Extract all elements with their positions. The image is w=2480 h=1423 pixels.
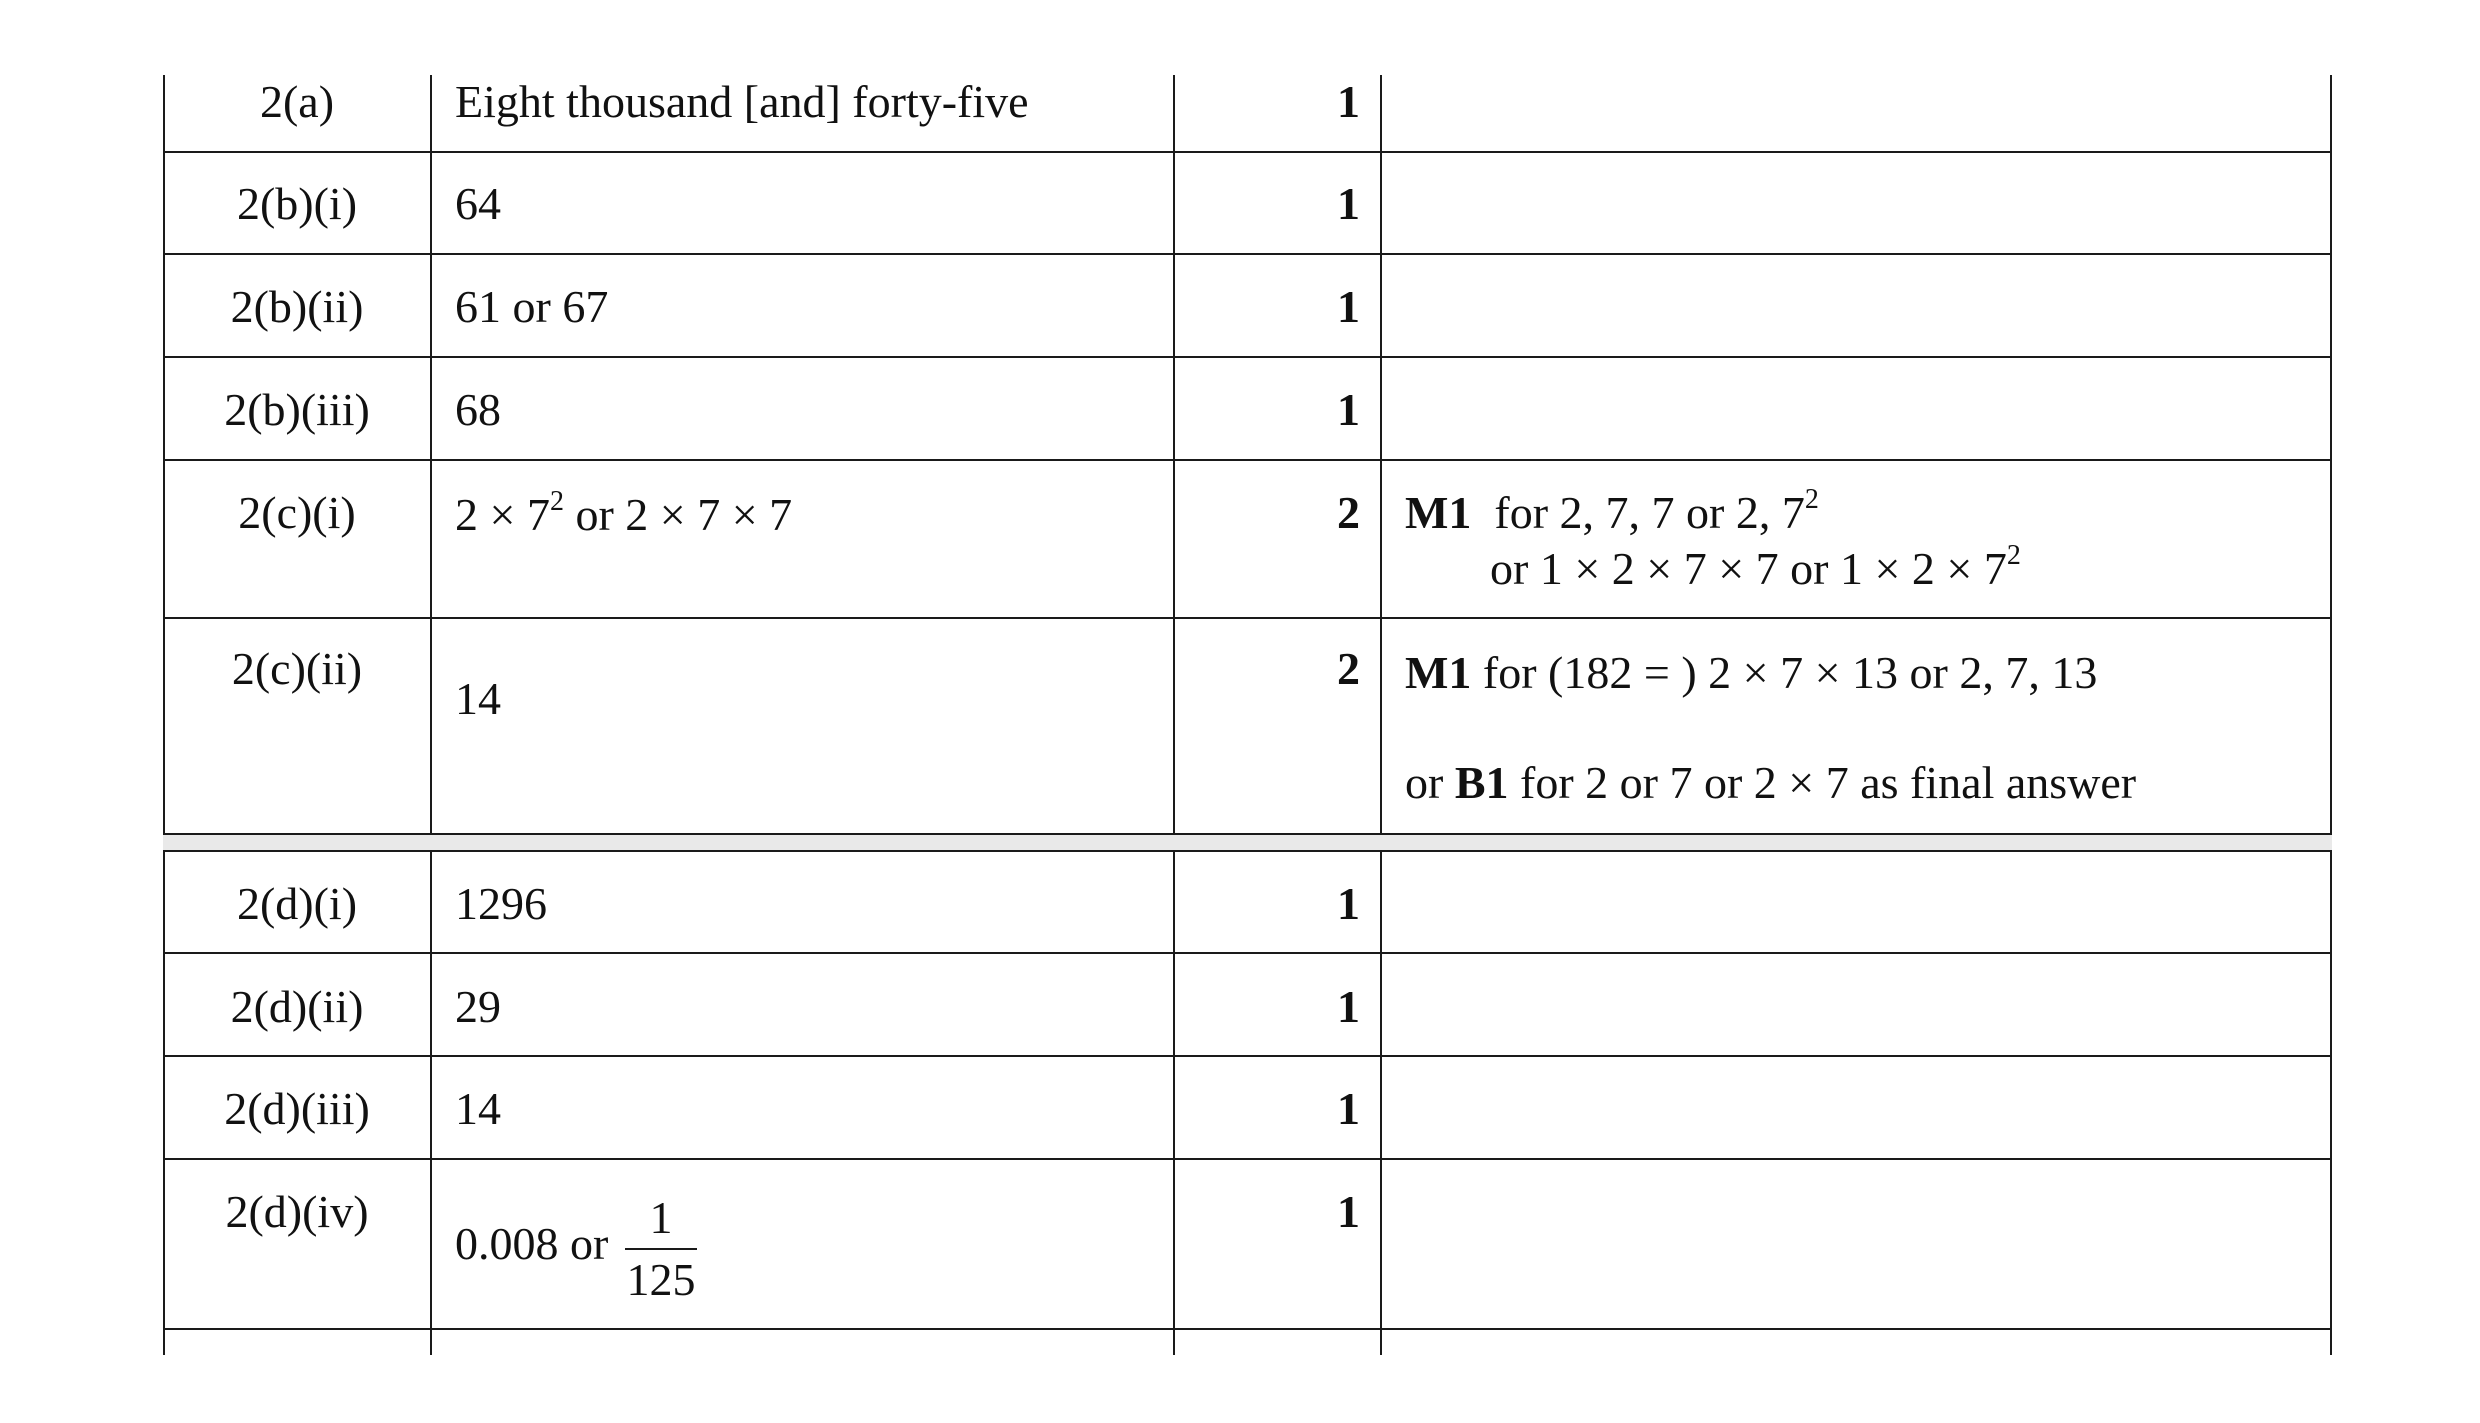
table-border-left (163, 75, 165, 1355)
marks-value: 2 (1337, 487, 1360, 538)
answer-text: 29 (455, 981, 501, 1032)
row-divider (163, 151, 2332, 153)
column-divider-marks (1173, 75, 1175, 1355)
table-border-right (2330, 75, 2332, 1355)
answer-fraction (625, 1190, 697, 1308)
guidance-part: for 2 or 7 or 2 × 7 as final answer (1508, 757, 2137, 808)
question-number: 2(a) (259, 76, 335, 127)
row-divider (163, 253, 2332, 255)
method-mark-label: M1 (1405, 647, 1472, 698)
marks-value: 1 (1337, 281, 1360, 332)
guidance-part: or 1 × 2 × 7 × 7 or 1 × 2 × 7 (1490, 543, 2007, 594)
marks-value: 1 (1337, 384, 1360, 435)
answer-text: 1296 (455, 878, 547, 929)
page-break-band (163, 835, 2332, 850)
marks-value: 1 (1337, 981, 1360, 1032)
guidance-exponent: 2 (2006, 540, 2021, 571)
question-number: 2(c)(i) (238, 487, 356, 538)
row-divider (163, 1328, 2332, 1330)
question-number: 2(d)(ii) (230, 981, 364, 1032)
marks-value: 2 (1337, 643, 1360, 694)
answer-text: 61 or 67 (455, 281, 609, 332)
question-number: 2(d)(i) (236, 878, 358, 929)
row-divider (163, 356, 2332, 358)
row-divider (163, 459, 2332, 461)
guidance-part: or (1405, 757, 1455, 808)
marks-value: 1 (1337, 178, 1360, 229)
guidance-text (1490, 541, 2390, 597)
answer-text: 14 (455, 1083, 501, 1134)
question-number: 2(b)(ii) (230, 281, 364, 332)
answer-part: 2 × 7 (455, 489, 550, 540)
marks-value: 1 (1337, 76, 1360, 127)
question-number: 2(d)(iii) (224, 1083, 370, 1134)
guidance-text (1405, 755, 2305, 811)
accuracy-mark-label: B1 (1454, 757, 1509, 808)
guidance-exponent: 2 (1804, 484, 1819, 515)
answer-part: or 2 × 7 × 7 (563, 489, 793, 540)
guidance-part: for 2, 7, 7 or 2, 7 (1471, 487, 1805, 538)
question-number: 2(c)(ii) (231, 643, 363, 694)
marks-value: 1 (1337, 1083, 1360, 1134)
answer-text (455, 487, 1155, 543)
row-divider (163, 952, 2332, 954)
question-number: 2(b)(iii) (224, 384, 370, 435)
question-number: 2(d)(iv) (225, 1186, 369, 1237)
answer-exponent: 2 (549, 486, 564, 517)
answer-text: Eight thousand [and] forty-five (455, 76, 1029, 127)
row-divider (163, 617, 2332, 619)
marks-value: 1 (1337, 1186, 1360, 1237)
row-divider (163, 1055, 2332, 1057)
method-mark-label: M1 (1405, 487, 1472, 538)
guidance-text (1405, 485, 2305, 541)
column-divider-answer (430, 75, 432, 1355)
answer-text: 68 (455, 384, 501, 435)
row-divider (163, 1158, 2332, 1160)
question-number: 2(b)(i) (236, 178, 358, 229)
row-divider (163, 833, 2332, 835)
column-divider-guidance (1380, 75, 1382, 1355)
guidance-part: for (182 = ) 2 × 7 × 13 or 2, 7, 13 (1471, 647, 2098, 698)
fraction-bar (625, 1248, 697, 1250)
answer-text: 14 (455, 673, 501, 724)
answer-text: 64 (455, 178, 501, 229)
answer-text: 0.008 or (455, 1218, 609, 1269)
marks-value: 1 (1337, 878, 1360, 929)
fraction-numerator: 1 (649, 1192, 673, 1243)
guidance-text (1405, 645, 2305, 701)
row-divider (163, 850, 2332, 852)
fraction-denominator: 125 (626, 1254, 696, 1305)
